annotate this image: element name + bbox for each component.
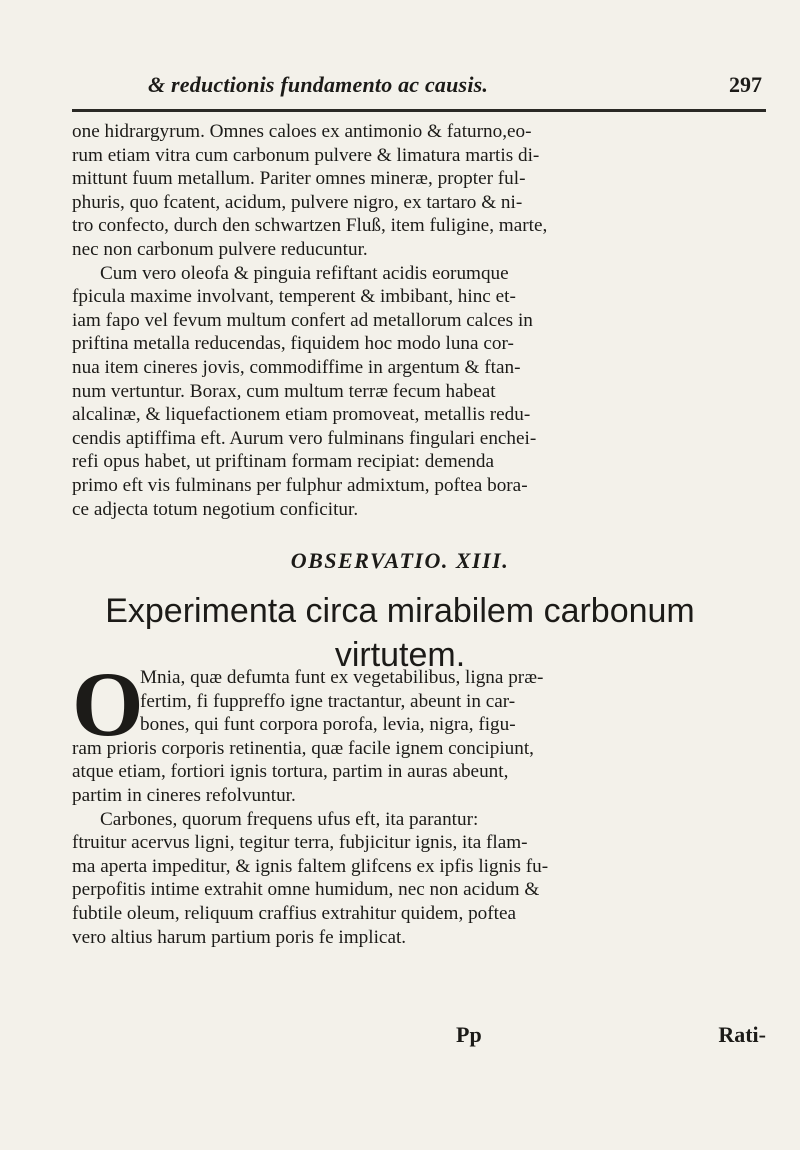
text-line: ram prioris corporis retinentia, quæ facile ignem concipiunt,	[72, 737, 534, 759]
text-line: mittunt fuum metallum. Pariter omnes mineræ, propter ful-	[72, 168, 526, 190]
text-line: cendis aptiffima eft. Aurum vero fulminans fingulari enchei-	[72, 427, 537, 449]
text-line: tro confecto, durch den schwartzen Fluß, item fuligine, marte,	[72, 215, 548, 237]
text-line: ma aperta impeditur, & ignis faltem glifcens ex ipfis lignis fu-	[72, 855, 549, 877]
text-line: ce adjecta totum negotium conficitur.	[72, 498, 359, 520]
observation-label: OBSERVATIO. XIII.	[290, 548, 510, 573]
drop-cap: O	[72, 653, 144, 755]
text-line: iam fapo vel fevum multum confert ad metallorum calces in	[72, 309, 533, 331]
header-rule	[72, 109, 766, 112]
text-line: fpicula maxime involvant, temperent & imbibant, hinc et-	[72, 286, 516, 308]
text-line: rum etiam vitra cum carbonum pulvere & limatura martis di-	[72, 144, 540, 166]
text-line: refi opus habet, ut priftinam formam recipiat: demenda	[72, 451, 494, 473]
signature-mark: Pp	[456, 1022, 482, 1047]
heading-line: Experimenta circa mirabilem carbonum	[105, 592, 695, 630]
text-line: Cum vero oleofa & pinguia refiftant acidis eorumque	[100, 262, 509, 284]
running-title: & reductionis fundamento ac causis.	[148, 72, 489, 97]
text-line: nec non carbonum pulvere reducuntur.	[72, 238, 368, 260]
catchword: Rati-	[718, 1022, 766, 1047]
text-line: ftruitur acervus ligni, tegitur terra, fubjicitur ignis, ita flam-	[72, 832, 528, 854]
text-line: alcalinæ, & liquefactionem etiam promoveat, metallis redu-	[72, 404, 531, 426]
text-line: one hidrargyrum. Omnes caloes ex antimonio & faturno,eo-	[72, 121, 532, 142]
running-head	[70, 72, 770, 102]
text-line: partim in cineres refolvuntur.	[72, 784, 296, 806]
text-line: primo eft vis fulminans per fulphur admixtum, poftea bora-	[72, 474, 528, 496]
text-line: fertim, fi fuppreffo igne tractantur, abeunt in car-	[140, 690, 516, 712]
text-line: Mnia, quæ defumta funt ex vegetabilibus, ligna præ-	[140, 667, 544, 688]
text-line: bones, qui funt corpora porofa, levia, nigra, figu-	[140, 714, 516, 736]
text-line: nua item cineres jovis, commodiffime in argentum & ftan-	[72, 356, 521, 378]
page-number: 297	[729, 72, 762, 97]
heading-line: virtutem.	[334, 636, 466, 674]
text-line: num vertuntur. Borax, cum multum terræ fecum habeat	[72, 380, 496, 402]
text-line: fubtile oleum, reliquum craffius extrahitur quidem, poftea	[72, 902, 517, 924]
text-line: Carbones, quorum frequens ufus eft, ita parantur:	[100, 808, 479, 830]
text-line: vero altius harum partium poris fe implicat.	[72, 926, 407, 948]
text-line: phuris, quo fcatent, acidum, pulvere nigro, ex tartaro & ni-	[72, 191, 523, 213]
text-line: perpofitis intime extrahit omne humidum, nec non acidum &	[72, 879, 540, 901]
body-text-top	[72, 120, 772, 521]
text-line: priftina metalla reducendas, fiquidem hoc modo luna cor-	[72, 333, 514, 355]
text-line: atque etiam, fortiori ignis tortura, partim in auras abeunt,	[72, 761, 509, 783]
